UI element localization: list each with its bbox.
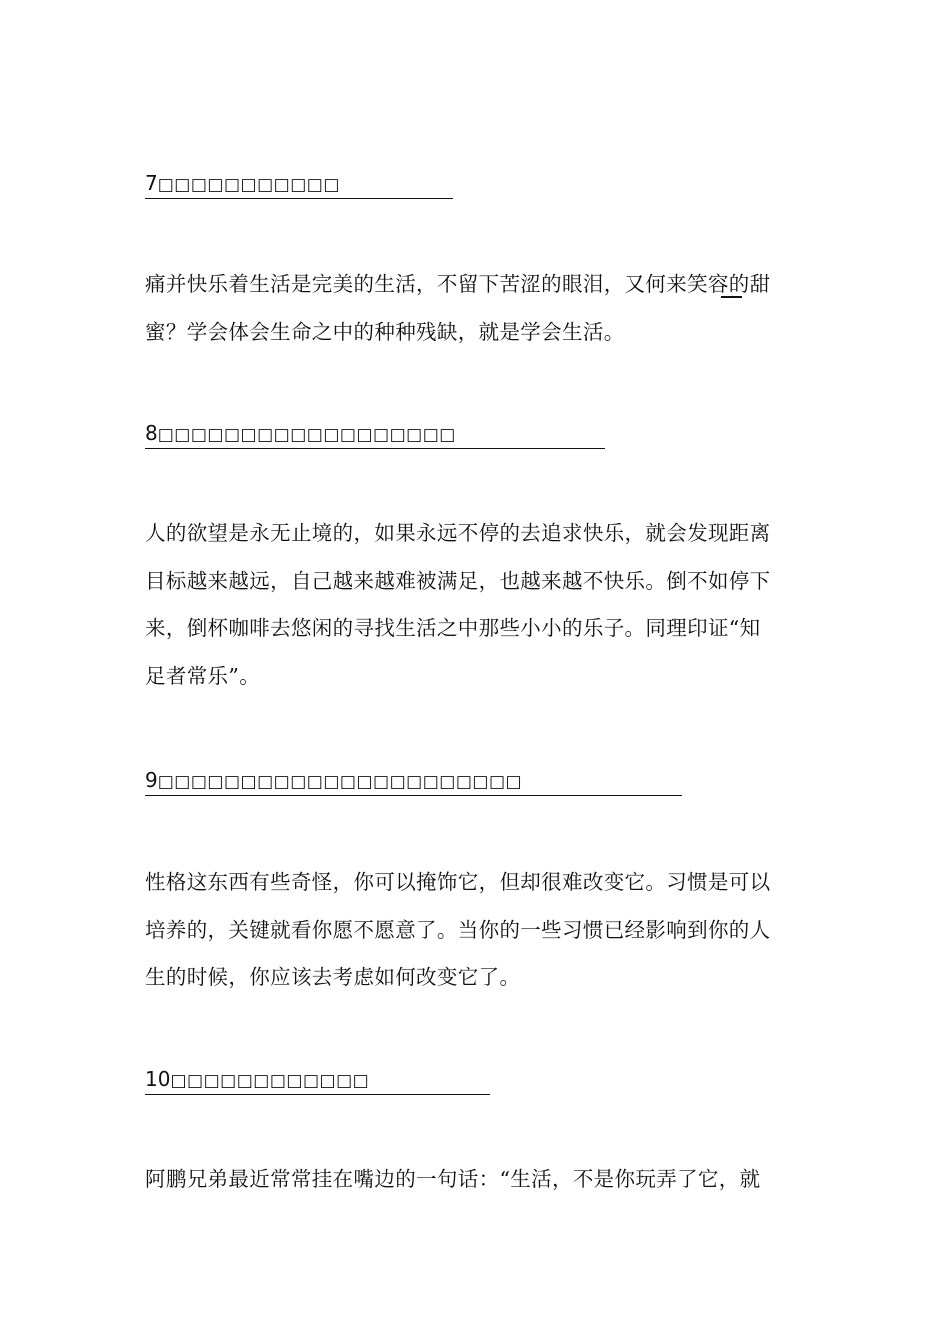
paragraph-line: 目标越来越远，自己越来越难被满足，也越来越不快乐。倒不如停下 [145, 568, 771, 593]
section-10-number: 10 [145, 1067, 171, 1091]
paragraph-line: 痛并快乐着生活是完美的生活，不留下苦涩的眼泪，又何来笑容的甜 [145, 272, 771, 296]
paragraph-line: 足者常乐”。 [145, 663, 261, 688]
section-8-heading-text: □□□□□□□□□□□□□□□□□□ [157, 425, 456, 445]
section-7-heading [145, 170, 453, 199]
section-8-number: 8 [145, 421, 158, 445]
section-9-heading [145, 767, 682, 796]
section-8-heading [145, 420, 605, 449]
section-10-heading [145, 1066, 490, 1095]
paragraph-line: 性格这东西有些奇怪，你可以掩饰它，但却很难改变它。习惯是可以 [145, 870, 771, 894]
section-7-heading-text: □□□□□□□□□□□ [157, 175, 340, 195]
section-9-paragraph [145, 859, 810, 1002]
section-9-number: 9 [145, 768, 158, 792]
paragraph-line: 培养的，关键就看你愿不愿意了。当你的一些习惯已经影响到你的人 [145, 917, 771, 942]
section-10-paragraph [145, 1156, 810, 1204]
paragraph-line: 生的时候，你应该去考虑如何改变它了。 [145, 965, 521, 989]
word-underline-mark [721, 296, 742, 298]
section-10-heading-text: □□□□□□□□□□□□ [170, 1071, 370, 1091]
paragraph-line: 蜜？学会体会生命之中的种种残缺，就是学会生活。 [145, 319, 625, 344]
section-7-number: 7 [145, 171, 158, 195]
paragraph-line: 阿鹏兄弟最近常常挂在嘴边的一句话：“生活，不是你玩弄了它，就 [145, 1167, 761, 1191]
paragraph-line: 来，倒杯咖啡去悠闲的寻找生活之中那些小小的乐子。同理印证“知 [145, 616, 761, 640]
section-9-heading-text: □□□□□□□□□□□□□□□□□□□□□□ [157, 772, 523, 792]
section-8-paragraph [145, 510, 810, 700]
paragraph-line: 人的欲望是永无止境的，如果永远不停的去追求快乐，就会发现距离 [145, 521, 771, 545]
section-7-paragraph [145, 261, 810, 356]
